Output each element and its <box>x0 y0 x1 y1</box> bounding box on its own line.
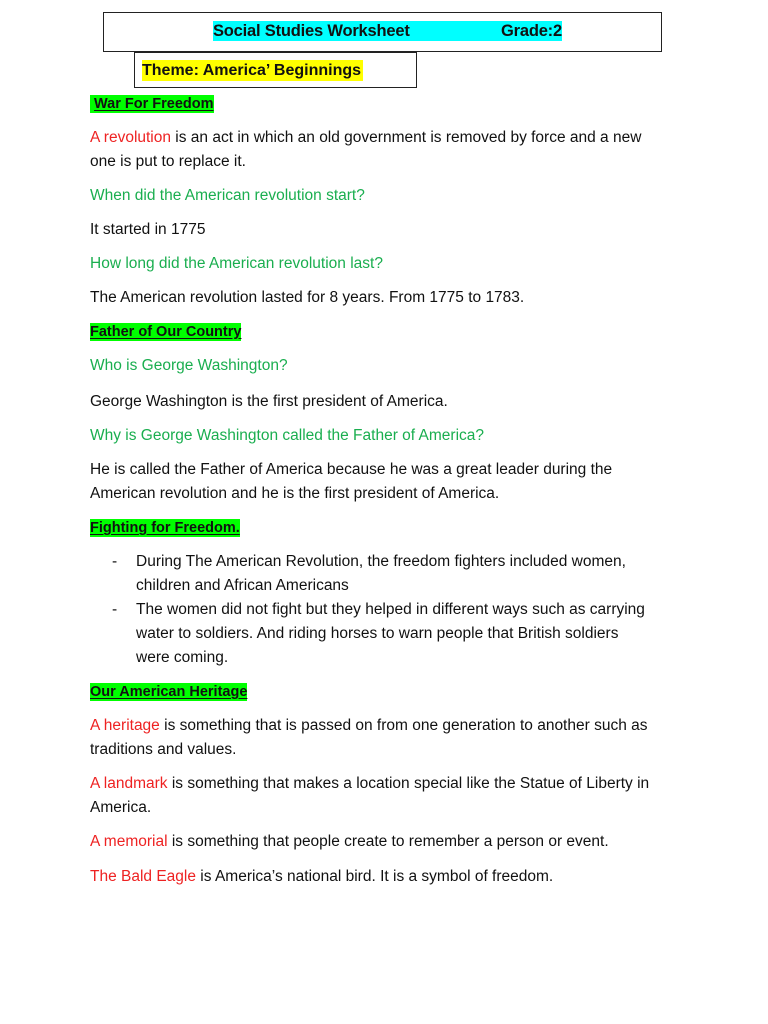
answer-why-father-line-1: He is called the Father of America because he was a great leader during the <box>90 461 613 478</box>
term-heritage: A heritage <box>90 717 160 734</box>
term-revolution: A revolution <box>90 129 171 146</box>
bullet-marker: - <box>112 553 118 570</box>
memorial-definition-text: is something that people create to remember a person or event. <box>167 833 609 850</box>
heritage-definition-line-2: traditions and values. <box>90 741 237 758</box>
bullet-2-line-2: water to soldiers. And riding horses to warn people that British soldiers <box>136 625 619 642</box>
landmark-definition-text: is something that makes a location special like the Statue of Liberty in <box>167 775 650 792</box>
heritage-definition-text: is something that is passed on from one generation to another such as <box>159 717 648 734</box>
bullet-marker: - <box>112 601 118 618</box>
landmark-definition-line-1 <box>90 772 649 796</box>
term-landmark: A landmark <box>90 775 168 792</box>
grade-label: Grade:2 <box>501 22 562 40</box>
heading-father-of-our-country: Father of Our Country <box>90 324 242 340</box>
heritage-definition-line-1 <box>90 714 648 738</box>
memorial-definition <box>90 830 609 854</box>
answer-who-is-washington: George Washington is the first president of America. <box>90 393 448 410</box>
bullet-2-line-1: The women did not fight but they helped in different ways such as carrying <box>136 601 645 618</box>
revolution-definition-line-1 <box>90 126 641 150</box>
term-bald-eagle: The Bald Eagle <box>90 868 196 885</box>
answer-why-father-line-2: American revolution and he is the first president of America. <box>90 485 500 502</box>
bullet-1-line-1: During The American Revolution, the freedom fighters included women, <box>136 553 626 570</box>
question-why-father: Why is George Washington called the Father of America? <box>90 427 485 444</box>
heading-war-for-freedom: War For Freedom <box>90 95 214 113</box>
answer-revolution-start: It started in 1775 <box>90 221 206 238</box>
question-who-is-washington: Who is George Washington? <box>90 357 288 374</box>
worksheet-title: Social Studies Worksheet <box>213 21 520 41</box>
question-revolution-start: When did the American revolution start? <box>90 187 365 204</box>
bullet-1-line-2: children and African Americans <box>136 577 349 594</box>
landmark-definition-line-2: America. <box>90 799 152 816</box>
heading-our-american-heritage: Our American Heritage <box>90 684 248 700</box>
bald-eagle-definition <box>90 865 553 889</box>
revolution-definition-line-2: one is put to replace it. <box>90 153 246 170</box>
theme-label: Theme: America’ Beginnings <box>142 62 362 79</box>
answer-revolution-length: The American revolution lasted for 8 years. From 1775 to 1783. <box>90 289 525 306</box>
revolution-definition-text: is an act in which an old government is removed by force and a new <box>171 129 642 146</box>
question-revolution-length: How long did the American revolution last? <box>90 255 383 272</box>
bullet-2-line-3: were coming. <box>136 649 229 666</box>
term-memorial: A memorial <box>90 833 168 850</box>
bald-eagle-definition-text: is America’s national bird. It is a symbol of freedom. <box>196 868 554 885</box>
heading-fighting-for-freedom: Fighting for Freedom. <box>90 520 240 536</box>
